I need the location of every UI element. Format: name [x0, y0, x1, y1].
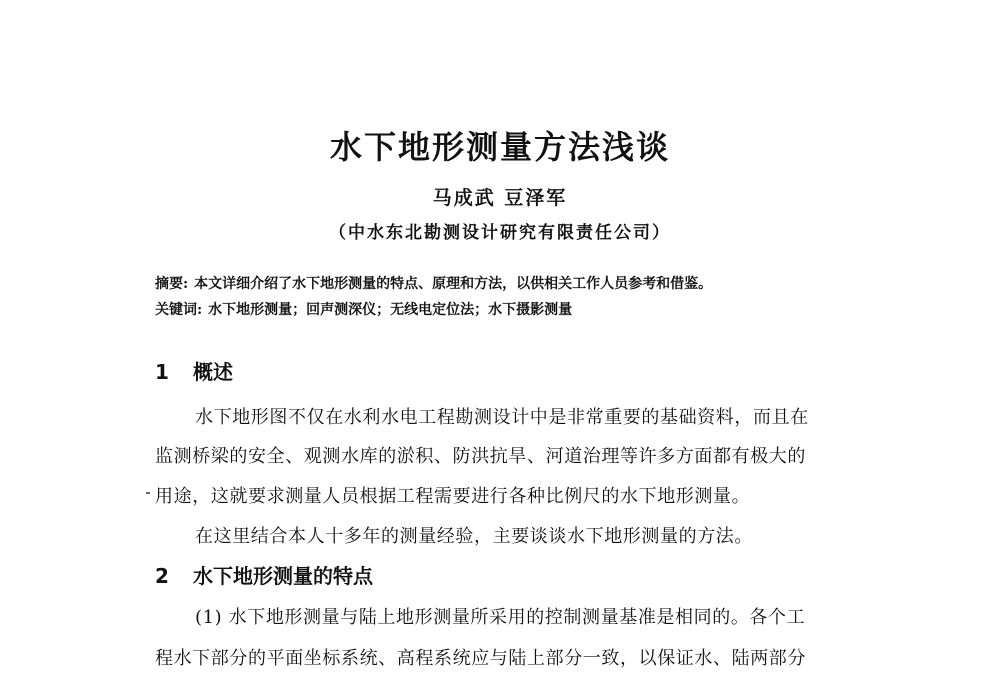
abstract-label: 摘要: — [155, 276, 189, 292]
paragraph-line: 程水下部分的平面坐标系统、高程系统应与陆上部分一致，以保证水、陆两部分 — [155, 648, 806, 669]
keywords-label: 关键词: — [155, 302, 203, 318]
paragraph-line: (1) 水下地形测量与陆上地形测量所采用的控制测量基准是相同的。各个工 — [195, 607, 806, 628]
paragraph-line: 水下地形图不仅在水利水电工程勘测设计中是非常重要的基础资料，而且在 — [195, 407, 809, 428]
section-heading-features — [155, 560, 373, 589]
scan-speck — [146, 492, 150, 494]
paragraph-line: 监测桥梁的安全、观测水库的淤积、防洪抗旱、河道治理等许多方面都有极大的 — [155, 446, 806, 467]
paragraph-line: 用途，这就要求测量人员根据工程需要进行各种比例尺的水下地形测量。 — [155, 486, 751, 507]
keywords-text: 水下地形测量；回声测深仪；无线电定位法；水下摄影测量 — [208, 302, 573, 318]
keywords — [155, 299, 572, 319]
abstract — [155, 273, 712, 293]
paragraph-line: 在这里结合本人十多年的测量经验，主要谈谈水下地形测量的方法。 — [195, 526, 753, 547]
paper-title: 水下地形测量方法浅谈 — [329, 128, 670, 166]
paper-affiliation: （中水东北勘测设计研究有限责任公司） — [329, 223, 671, 243]
section-number: 1 — [155, 360, 169, 384]
section-title: 水下地形测量的特点 — [193, 564, 373, 588]
section-title: 概述 — [193, 360, 233, 384]
section-number: 2 — [155, 564, 169, 588]
abstract-text: 本文详细介绍了水下地形测量的特点、原理和方法，以供相关工作人员参考和借鉴。 — [194, 276, 713, 292]
paper-authors: 马成武 豆泽军 — [432, 187, 568, 209]
section-heading-overview — [155, 356, 233, 385]
